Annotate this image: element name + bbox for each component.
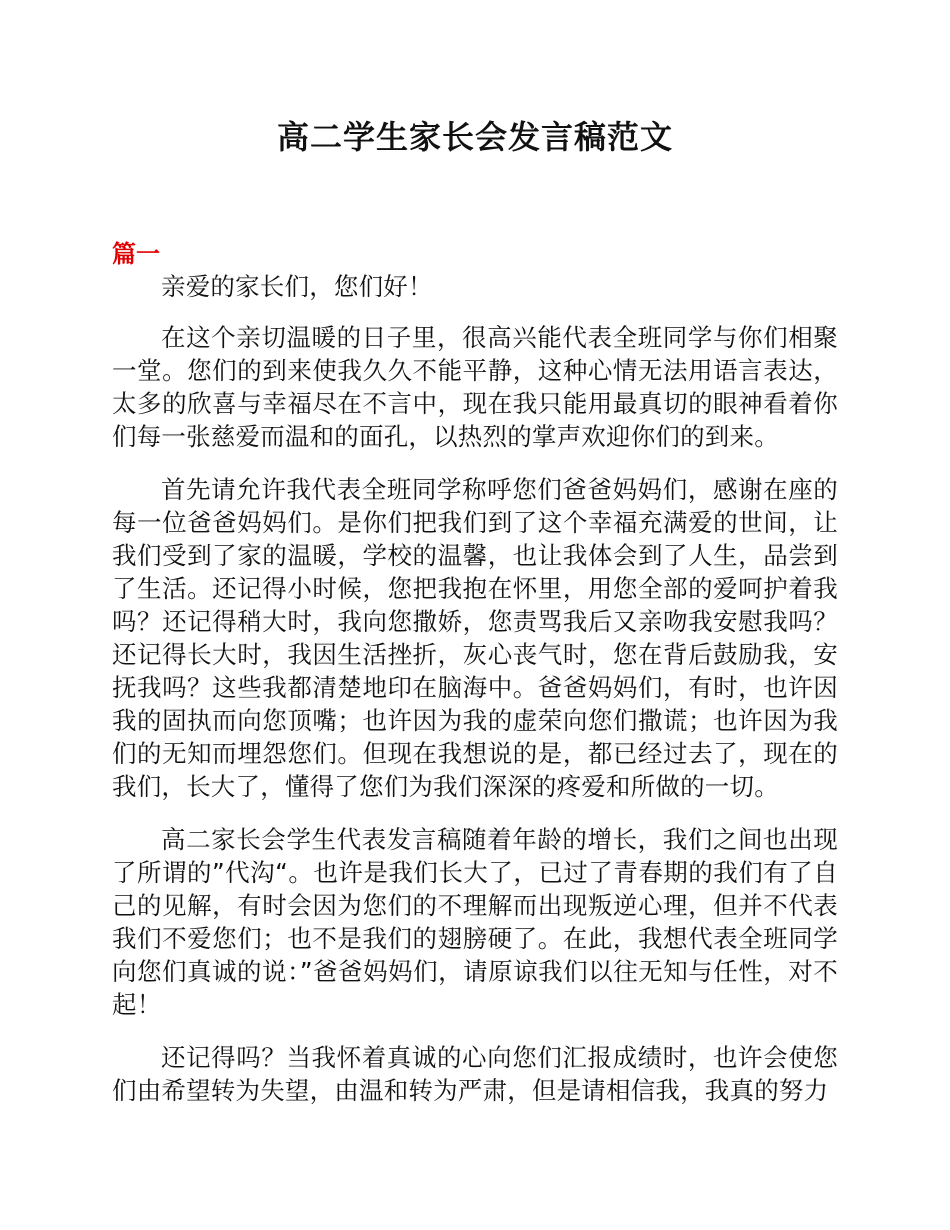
greeting-line: 亲爱的家长们，您们好！ — [161, 272, 433, 301]
paragraph-2: 首先请允许我代表全班同学称呼您们爸爸妈妈们，感谢在座的每一位爸爸妈妈们。是你们把我们到了这个幸福充满爱的世间，让我们受到了家的温暖，学校的温馨，也让我体会到了人生，品尝到了生活。还记得小时候，您把我抱在怀里，用您全部的爱呵护着我吗？还记得稍大时，我向您撒娇，您责骂我后又亲吻我安慰我吗？还记得长大时，我因生活挫折，灰心丧气时，您在背后鼓励我，安抚我吗？这些我都清楚地印在脑海中。爸爸妈妈们，有时，也许因我的固执而向您顶嘴；也许因为我的虚荣向您们撒谎；也许因为我们的无知而埋怨您们。但现在我想说的是，都已经过去了，现在的我们，长大了，懂得了您们为我们深深的疼爱和所做的一切。 — [112, 475, 838, 801]
document-title: 高二学生家长会发言稿范文 — [276, 118, 673, 156]
document-body — [112, 270, 838, 1127]
paragraph-3: 高二家长会学生代表发言稿随着年龄的增长，我们之间也出现了所谓的”代沟“。也许是我们长大了，已过了青春期的我们有了自己的见解，有时会因为您们的不理解而出现叛逆心理，但并不代表我们不爱您们；也不是我们的翅膀硬了。在此，我想代表全班同学向您们真诚的说：”爸爸妈妈们，请原谅我们以往无知与任性，对不起！ — [112, 825, 838, 1019]
section-heading: 篇一 — [112, 240, 160, 268]
paragraph-1: 在这个亲切温暖的日子里，很高兴能代表全班同学与你们相聚一堂。您们的到来使我久久不能平静，这种心情无法用语言表达，太多的欣喜与幸福尽在不言中，现在我只能用最真切的眼神看着你们每一张慈爱而温和的面孔，以热烈的掌声欢迎你们的到来。 — [112, 323, 838, 451]
paragraph-4: 还记得吗？当我怀着真诚的心向您们汇报成绩时，也许会使您们由希望转为失望，由温和转为严肃，但是请相信我，我真的努力 — [112, 1043, 838, 1105]
